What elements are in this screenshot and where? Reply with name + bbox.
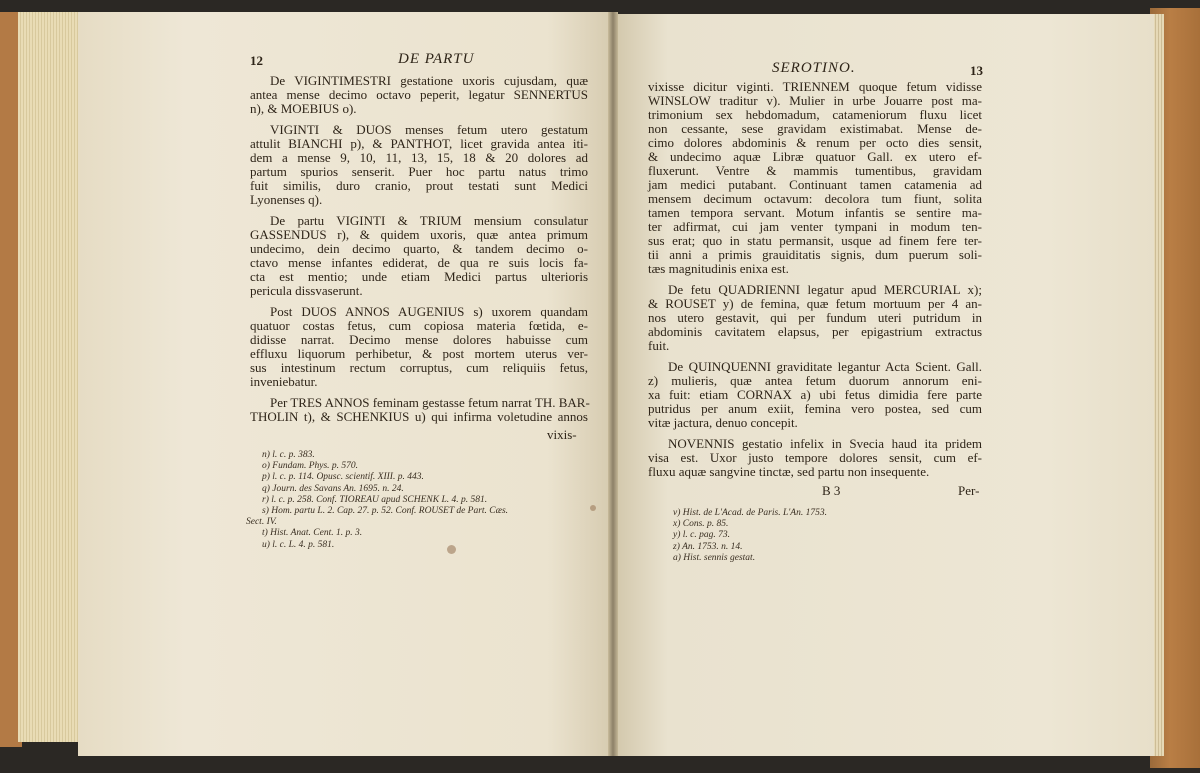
text-line: undecimo, dein decimo quarto, & tandem decimo o- <box>250 241 588 256</box>
paragraph <box>250 123 588 207</box>
text-line: De fetu QUADRIENNI legatur apud MERCURIAL x); <box>668 282 982 297</box>
text-line: VIGINTI & DUOS menses fetum utero gestatum <box>270 122 588 137</box>
paragraph <box>648 80 982 276</box>
paragraph <box>250 214 588 298</box>
footnote: o) Fundam. Phys. p. 570. <box>262 461 359 472</box>
text-line: jam medici putabant. Continuant tamen catamenia ad <box>648 177 982 192</box>
text-line: ctavo mense infantes ediderat, de qua re suis locis fa- <box>250 255 588 270</box>
page-edges-left <box>18 12 81 742</box>
footnote: r) l. c. p. 258. Conf. TIOREAU apud SCHENK L. 4. p. 581. <box>262 494 488 505</box>
text-line: nos utero gestavit, qui per fundum uteri putridum in <box>648 310 982 325</box>
footnote: Sect. IV. <box>246 517 277 528</box>
paragraph <box>250 74 588 116</box>
signature-mark: B 3 <box>822 483 841 498</box>
footnote: n) l. c. p. 383. <box>262 450 315 460</box>
text-line: tamen tempora servant. Motum infantis se sentire ma- <box>648 205 982 220</box>
footnote: u) l. c. L. 4. p. 581. <box>262 539 335 550</box>
paragraph <box>648 437 982 479</box>
text-line: pericula dissvaserunt. <box>250 283 363 298</box>
text-line: tæs magnitudinis enixa est. <box>648 261 789 276</box>
text-line: quatuor costas fetus, cum copiosa materia fœtida, e- <box>250 318 588 333</box>
text-line: abdominis cavitatem elapsus, per epigastrium extractus <box>648 324 982 339</box>
text-line: De QUINQUENNI graviditate legantur Acta Scient. Gall. <box>668 359 982 374</box>
text-line: De VIGINTIMESTRI gestatione uxoris cujusdam, quæ <box>270 73 588 88</box>
catchword: Per- <box>958 483 980 498</box>
paragraph <box>250 396 588 424</box>
text-line: & undecimo aquæ Libræ quatuor Gall. ex utero ef- <box>648 149 982 164</box>
text-line: n), & MOEBIUS o). <box>250 101 357 116</box>
text-line: & ROUSET y) de femina, quæ fetum mortuum per 4 an- <box>648 296 982 311</box>
text-line: antea mense decimo octavo peperit, legatur SENNERTUS <box>250 87 588 102</box>
text-line: trimonium sex hebdomadum, catameniorum fluxu licet <box>648 107 982 122</box>
text-line: putridus per anum exiit, femina vero postea, sed cum <box>648 401 982 416</box>
text-line: z) mulieris, quæ antea fetum duorum annorum eni- <box>648 373 982 388</box>
paragraph <box>648 283 982 353</box>
text-line: sus erat; quo in statu permansit, usque ad finem fere ter- <box>648 233 982 248</box>
footnote: s) Hom. partu L. 2. Cap. 27. p. 52. Conf. ROUSET de Part. Cæs. <box>262 506 509 517</box>
text-line: fuit. <box>648 338 670 353</box>
catchword: vixis- <box>547 427 577 442</box>
text-line: didisse narrat. Decimo mense dolores habuisse cum <box>250 332 588 347</box>
footnote: z) An. 1753. n. 14. <box>673 541 743 552</box>
book-gutter <box>608 12 618 756</box>
text-line: sus intestinum rectum corruptus, cum reliquiis fetus, <box>250 360 588 375</box>
text-line: vitæ jactura, denuo concepit. <box>648 415 798 430</box>
text-line: vixisse dicitur viginti. TRIENNEM quoque fetum vidisse <box>648 79 982 94</box>
page-number: 13 <box>970 63 983 78</box>
text-line: WINSLOW traditur v). Mulier in urbe Jouarre post ma- <box>648 93 982 108</box>
footnote: p) l. c. p. 114. Opusc. scientif. XIII. p. 443. <box>262 472 424 483</box>
text-line: De partu VIGINTI & TRIUM mensium consulatur <box>270 213 588 228</box>
footnote: t) Hist. Anat. Cent. 1. p. 3. <box>262 528 363 539</box>
text-line: mensem decimum octavum: decolora tum fiunt, solita <box>648 191 982 206</box>
left-body-text <box>250 74 588 431</box>
text-line: cimo dolores abdominis & renum per octo dies sensit, <box>648 135 982 150</box>
text-line: NOVENNIS gestatio infelix in Svecia haud ita pridem <box>668 436 982 451</box>
text-line: ter adfirmat, cui jam venter tympani in modum ten- <box>648 219 982 234</box>
left-footnotes <box>246 450 509 551</box>
text-line: partum spurios senserit. Puer hoc partu natus trimo <box>250 164 588 179</box>
text-line: tii anni a primis grauiditatis signis, dum puerum soli- <box>648 247 982 262</box>
text-line: fluxu aquæ sangvine tinctæ, sed partu non insequente. <box>648 464 930 479</box>
running-head: DE PARTU <box>398 51 475 67</box>
text-line: inveniebatur. <box>250 374 318 389</box>
text-line: fluxerunt. Ventre & mammis tumentibus, gravidam <box>648 163 982 178</box>
text-line: Per TRES ANNOS feminam gestasse fetum narrat TH. BAR- <box>270 395 590 410</box>
footnote: v) Hist. de L'Acad. de Paris. L'An. 1753. <box>673 508 827 518</box>
text-line: effluxu liquorum perhibetur, & post mortem uterus ver- <box>250 346 588 361</box>
text-line: GASSENDUS r), & quidem uxoris, quæ antea primum <box>250 227 588 242</box>
text-line: Post DUOS ANNOS AUGENIUS s) uxorem quandam <box>270 304 588 319</box>
footnote: x) Cons. p. 85. <box>673 519 729 530</box>
text-line: dem a mense 9, 10, 11, 13, 15, 18 & 20 dolores ad <box>250 150 588 165</box>
right-footnotes <box>673 508 827 564</box>
text-line: attulit BIANCHI p), & PANTHOT, licet gravida antea iti- <box>250 136 588 151</box>
footnote: q) Journ. des Savans An. 1695. n. 24. <box>262 483 404 494</box>
stain <box>590 505 596 511</box>
paragraph <box>250 305 588 389</box>
text-line: xa fuit: etiam CORNAX a) ubi fetus dimidia fere parte <box>648 387 982 402</box>
footnote: a) Hist. sennis gestat. <box>673 552 756 563</box>
page-number: 12 <box>250 53 263 68</box>
paragraph <box>648 360 982 430</box>
text-line: cta est mentio; unde etiam Medici partus ulterioris <box>250 269 588 284</box>
text-line: fuit similis, duro cranio, prout testati sunt Medici <box>250 178 588 193</box>
text-line: Lyonenses q). <box>250 192 323 207</box>
running-head: SEROTINO. <box>772 60 856 76</box>
text-line: visa est. Uxor justo tempore dolores sensit, cum ef- <box>648 450 982 465</box>
right-body-text <box>648 80 982 486</box>
text-line: THOLIN t), & SCHENKIUS u) qui infirma voletudine annos <box>250 409 588 424</box>
footnote: y) l. c. pag. 73. <box>673 530 730 541</box>
text-line: non cessante, sese gravidam existimabat. Mense de- <box>648 121 982 136</box>
